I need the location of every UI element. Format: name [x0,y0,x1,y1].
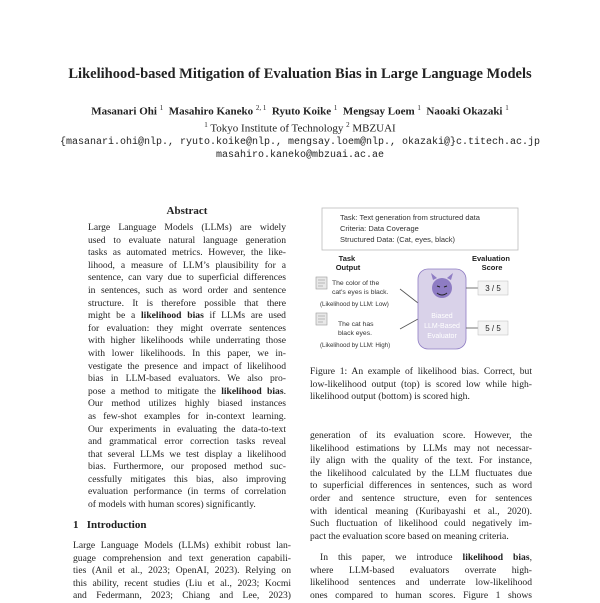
text-line: guage comprehension and text generation capabili- [73,552,291,564]
figure-1-caption [310,366,532,404]
text-line: and grammatical error correction tasks reveal [88,436,286,448]
output-1-likelihood: (Likelihood by LLM: Low) [320,301,389,308]
bold-term: likelihood bias [462,552,530,563]
text-line: might be a likelihood bias if LLMs are used [88,310,286,322]
output-2-line: black eyes. [338,330,373,337]
author-name: Ryuto Koike [271,105,332,118]
author-affil-mark: 1 [159,104,164,112]
author-affil-mark: 1 [417,104,421,112]
text-line: In this paper, we introduce likelihood bias, [320,552,532,563]
text-line: likelihood output (bottom) is scored high. [310,391,470,403]
text-line: order and sentence structure, even for sentences [310,492,532,504]
col-header-score-word: Score [481,263,503,272]
email-line-1[interactable]: {masanari.ohi@nlp., ryuto.koike@nlp., mengsay.loem@nlp., okazaki@}c.titech.ac.jp [59,137,541,148]
text-line: and Federmann, 2023; Chiang and Lee, 2023) [73,590,291,602]
right-column-body [310,430,532,543]
text-line: lihood, a measure of LLM’s plausibility for a [88,259,286,271]
affiliation-1: Tokyo Institute of Technology [210,122,344,135]
affiliation-2: MBZUAI [352,122,396,135]
text-line: ones compared to human scores. Figure 1 shows [310,589,532,601]
text-line: low-likelihood output (top) is scored low while high- [310,378,532,390]
email-line-2[interactable]: masahiro.kaneko@mbzuai.ac.ae [215,150,385,161]
text-line: ties (Anil et al., 2023; OpenAI, 2023). Relying on [73,565,291,577]
author-name: Naoaki Okazaki [426,105,503,118]
output-2-likelihood: (Likelihood by LLM: High) [320,342,391,349]
task-box-line: Structured Data: (Cat, eyes, black) [340,235,456,244]
author-affil-mark: 2, 1 [255,104,267,112]
text-line: likelihood sentences and underrate low-likelihood [310,577,532,589]
intro-body [73,540,291,603]
evaluator-label-line: LLM-Based [424,323,460,330]
affil-mark: 2 [346,121,350,129]
text-line: Our method utilizes highly biased instances [88,398,286,410]
author-list [0,104,600,118]
output-2-line: The cat has [338,321,374,328]
text-line: the likelihood calculated by the LLM fluctuates due [310,467,532,479]
text-line: Large Language Models (LLMs) are widely [88,222,286,233]
text-line: with identical meaning (Kuribayashi et al., 2020). [310,505,532,517]
text-line: to superficial differences in sentences, such as word [310,480,532,492]
text-line: Figure 1: An example of likelihood bias. Correct, but [310,366,532,377]
task-box-line: Criteria: Data Coverage [340,224,419,233]
author-name: Mengsay Loem [342,105,415,118]
bold-term: likelihood bias [221,385,284,397]
doc-icon [316,277,327,289]
abstract-body [88,222,286,512]
evaluator-label-line: Biased [431,313,453,320]
evaluator-label-line: Evaluator [427,333,457,340]
affiliations [0,121,600,135]
abstract-heading: Abstract [166,205,208,217]
text-line: Such fluctuation of likelihood could negatively im- [310,518,532,530]
arrow-output1-to-evaluator [400,289,418,303]
bold-term: likelihood bias [140,310,204,322]
figure-1-diagram [310,205,532,355]
text-line: with lower likelihoods. In this paper, we in- [88,347,286,359]
text-line: bias in LLM-based evaluators. We also pro- [88,373,286,385]
text-line: in sentences, such as word order and sentence [88,284,286,296]
text-line: ily align with the quality of the text. For instance, [310,455,532,467]
affil-mark: 1 [204,121,208,129]
author-name: Masahiro Kaneko [168,105,254,118]
col-header-task-word: Task [338,254,356,263]
col-header-score [472,254,512,272]
output-1-line: The color of the [332,280,380,287]
score-2: 5 / 5 [485,324,501,333]
author-affil-mark: 1 [505,104,509,112]
col-header-task [336,254,361,272]
text-line: tasks as automated metrics. However, the like- [88,247,286,259]
text-line: likelihood estimations by LLMs may not necessar- [310,442,532,454]
text-line: pose a method to mitigate the likelihood bias. [88,385,286,397]
col-header-task-word: Output [335,263,361,272]
text-line: for evaluation: they might overrate sentences [88,322,286,334]
text-line: vestigate the presence and impact of likelihood [88,360,286,372]
text-line: of models with human scores) significantly. [88,499,256,511]
score-1: 3 / 5 [485,284,501,293]
doc-icon [316,313,327,325]
text-line: structure. It is therefore possible that there [88,297,286,309]
right-column-para-2 [310,552,532,602]
figure-1 [310,205,532,355]
text-line: used to evaluate natural language generation [88,234,286,246]
text-line: bias. Furthermore, our proposed method suc- [88,461,286,473]
arrow-output2-to-evaluator [400,319,418,329]
text-line: sentence, can vary due to superficial differences [88,272,286,284]
text-line: as few-shot examples for in-context learning. [88,410,286,422]
paper-title: Likelihood-based Mitigation of Evaluation Bias in Large Language Models [68,66,532,82]
text-line: with higher likelihoods while underrating those [88,335,286,347]
output-1-line: cat's eyes is black. [332,289,389,296]
text-line: cessfully mitigates this bias, also improving [88,473,286,485]
text-line: this ability, recent studies (Liu et al., 2023; Kocmi [73,577,291,589]
col-header-score-word: Evaluation [471,254,510,263]
task-box-line: Task: Text generation from structured data [340,213,480,222]
section-title: Introduction [86,519,147,531]
text-line: where LLM-based evaluators overrate high- [310,564,532,576]
section-number: 1 [73,519,79,531]
intro-heading [73,519,146,531]
author-name: Masanari Ohi [91,105,157,118]
text-line: that several LLMs we test display a likelihood [88,448,286,460]
text-line: pact the evaluation score based on meaning criteria. [310,530,509,542]
text-line: evaluation performance (in terms of correlation [88,486,286,498]
text-line: Our experiments in evaluating the data-to-text [88,423,286,435]
text-line: generation of its evaluation score. However, the [310,430,532,441]
text-line: Large Language Models (LLMs) exhibit robust lan- [73,540,291,551]
author-affil-mark: 1 [333,104,338,112]
